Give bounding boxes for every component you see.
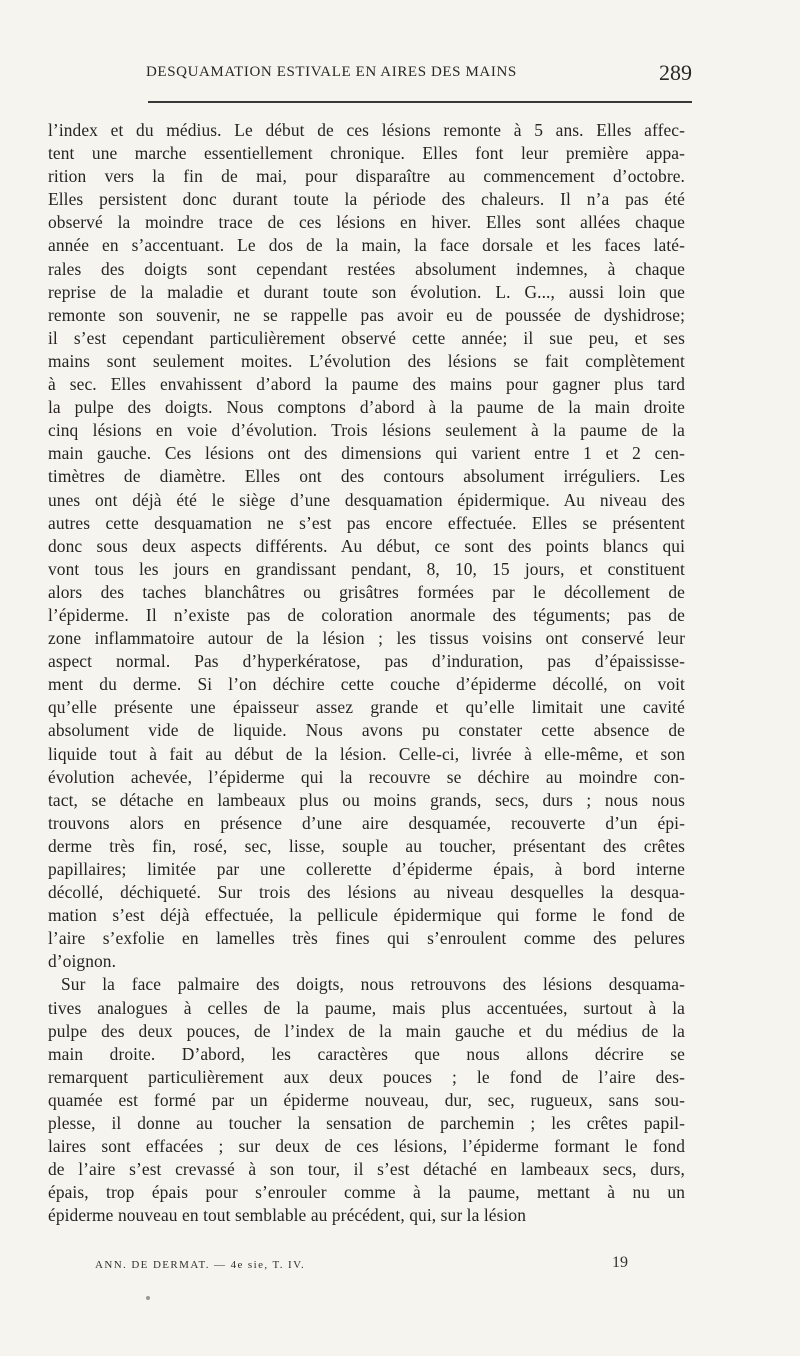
text-line: absolument vide de liquide. Nous avons pu constater cette absence de	[48, 720, 685, 741]
text-line: unes ont déjà été le siège d’une desquamation épidermique. Au niveau des	[48, 489, 685, 510]
text-line: zone inflammatoire autour de la lésion ; les tissus voisins ont conservé leur	[48, 628, 685, 649]
text-line: mains sont seulement moites. L’évolution des lésions se fait complètement	[48, 350, 685, 371]
text-line: plesse, il donne au toucher la sensation de parchemin ; les crêtes papil-	[48, 1113, 685, 1134]
text-line: main gauche. Ces lésions ont des dimensions qui varient entre 1 et 2 cen-	[48, 443, 685, 464]
text-line: ment du derme. Si l’on déchire cette couche d’épiderme décollé, on voit	[48, 674, 685, 695]
paragraph-2	[48, 973, 685, 1227]
text-line: observé la moindre trace de ces lésions en hiver. Elles sont allées chaque	[48, 212, 685, 233]
text-line: qu’elle présente une épaisseur assez grande et qu’elle limitait une cavité	[48, 697, 685, 718]
text-line: à sec. Elles envahissent d’abord la paume des mains pour gagner plus tard	[48, 374, 685, 395]
text-line: mation s’est déjà effectuée, la pellicule épidermique qui forme le fond de	[48, 905, 685, 926]
text-line: reprise de la maladie et durant toute son évolution. L. G..., aussi loin que	[48, 281, 685, 302]
text-line: décollé, déchiqueté. Sur trois des lésions au niveau desquelles la desqua-	[48, 882, 685, 903]
text-line: derme très fin, rosé, sec, lisse, souple au toucher, présentant des crêtes	[48, 835, 685, 856]
text-line: tent une marche essentiellement chronique. Elles font leur première appa-	[48, 143, 685, 164]
text-line: tact, se détache en lambeaux plus ou moins grands, secs, durs ; nous nous	[48, 789, 685, 810]
text-line: timètres de diamètre. Elles ont des contours absolument irréguliers. Les	[48, 466, 685, 487]
text-line: quamée est formé par un épiderme nouveau, dur, sec, rugueux, sans sou-	[48, 1089, 685, 1110]
text-line: laires sont effacées ; sur deux de ces lésions, l’épiderme formant le fond	[48, 1136, 685, 1157]
text-line: main droite. D’abord, les caractères que nous allons décrire se	[48, 1043, 685, 1064]
text-line: année en s’accentuant. Le dos de la main, la face dorsale et les faces laté-	[48, 235, 685, 256]
text-line: rales des doigts sont cependant restées absolument indemnes, à chaque	[48, 258, 685, 279]
text-line: rition vers la fin de mai, pour disparaître au commencement d’octobre.	[48, 166, 685, 187]
text-line: donc sous deux aspects différents. Au début, ce sont des points blancs qui	[48, 535, 685, 556]
text-line: papillaires; limitée par une collerette d’épiderme épais, à bord interne	[48, 859, 685, 879]
text-line: évolution achevée, l’épiderme qui la recouvre se déchire au moindre con-	[48, 766, 685, 787]
text-line: pulpe des deux pouces, de l’index de la main gauche et du médius de la	[48, 1020, 685, 1041]
footer-signature-mark: 19	[612, 1254, 628, 1271]
header-rule	[148, 101, 692, 103]
text-line: épais, trop épais pour s’enrouler comme à la paume, mettant à nu un	[48, 1182, 685, 1203]
text-line: l’index et du médius. Le début de ces lésions remonte à 5 ans. Elles affec-	[48, 120, 685, 140]
paper-speck	[146, 1296, 150, 1300]
text-line: Elles persistent donc durant toute la période des chaleurs. Il n’a pas été	[48, 189, 685, 210]
text-line: cinq lésions en voie d’évolution. Trois lésions seulement à la paume de la	[48, 420, 685, 441]
text-line: Sur la face palmaire des doigts, nous retrouvons des lésions desquama-	[61, 974, 685, 995]
text-line: l’épiderme. Il n’existe pas de coloration anormale des téguments; pas de	[48, 604, 685, 625]
text-line: autres cette desquamation ne s’est pas encore effectuée. Elles se présentent	[48, 512, 685, 533]
text-line: d’oignon.	[48, 951, 117, 972]
text-line: liquide tout à fait au début de la lésion. Celle-ci, livrée à elle-même, et son	[48, 743, 685, 764]
text-line: aspect normal. Pas d’hyperkératose, pas d’induration, pas d’épaississe-	[48, 651, 685, 672]
text-line: l’aire s’exfolie en lamelles très fines qui s’enroulent comme des pelures	[48, 928, 685, 949]
running-title: DESQUAMATION ESTIVALE EN AIRES DES MAINS	[146, 64, 517, 80]
text-line: épiderme nouveau en tout semblable au précédent, qui, sur la lésion	[48, 1205, 527, 1226]
text-line: il s’est cependant particulièrement observé cette année; il sue peu, et ses	[48, 327, 685, 348]
text-line: alors des taches blanchâtres ou grisâtres formées par le décollement de	[48, 581, 685, 602]
text-line: la pulpe des doigts. Nous comptons d’abord à la paume de la main droite	[48, 397, 685, 418]
text-line: de l’aire s’est crevassé à son tour, il s’est détaché en lambeaux secs, durs,	[48, 1159, 685, 1180]
footer-journal-reference: ANN. DE DERMAT. — 4e sie, T. IV.	[95, 1259, 306, 1271]
text-line: tives analogues à celles de la paume, mais plus accentuées, surtout à la	[48, 997, 685, 1018]
paragraph-1	[48, 119, 685, 973]
page-number: 289	[659, 60, 692, 85]
text-line: remarquent particulièrement aux deux pouces ; le fond de l’aire des-	[48, 1066, 685, 1087]
body-text	[48, 119, 685, 1228]
text-line: trouvons alors en présence d’une aire desquamée, recouverte d’un épi-	[48, 812, 685, 833]
text-line: vont tous les jours en grandissant pendant, 8, 10, 15 jours, et constituent	[48, 558, 685, 579]
text-line: remonte son souvenir, ne se rappelle pas avoir eu de poussée de dyshidrose;	[48, 304, 685, 325]
